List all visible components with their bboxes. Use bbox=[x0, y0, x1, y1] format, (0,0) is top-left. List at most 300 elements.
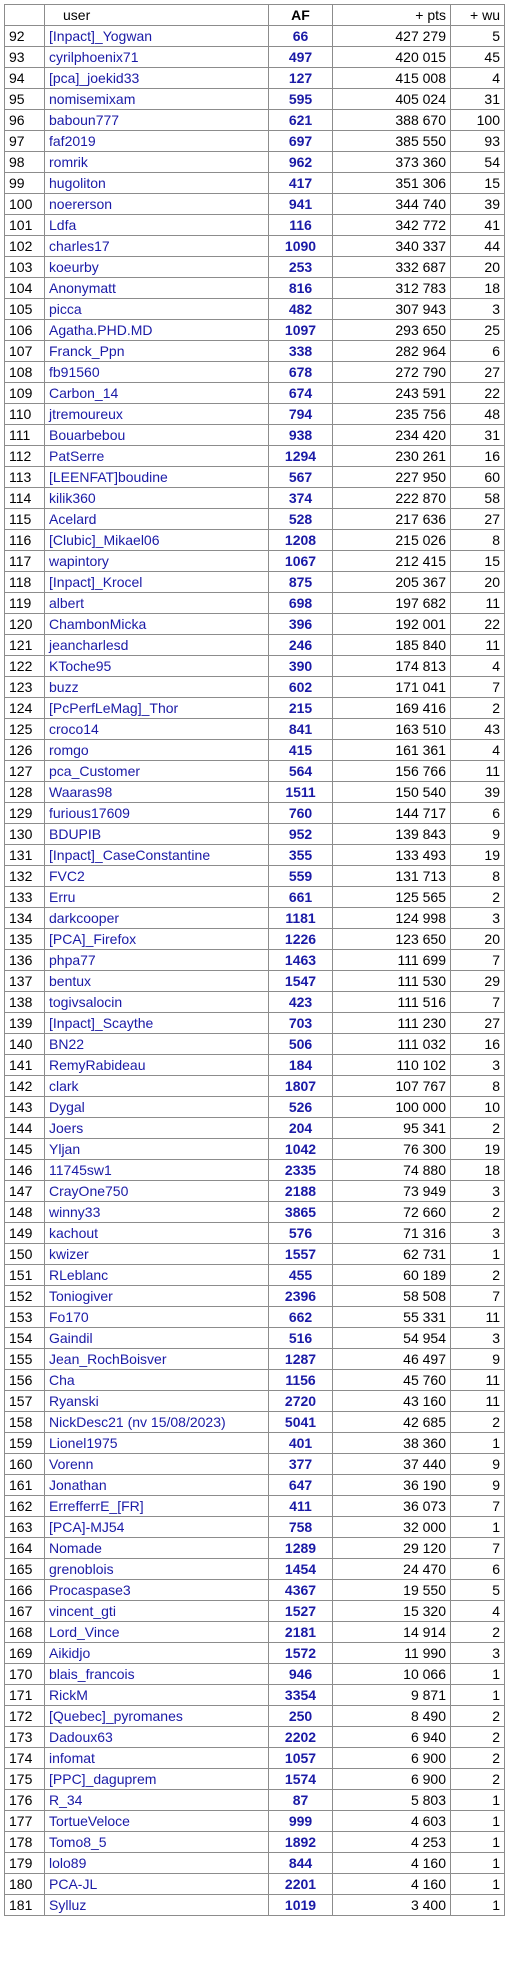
wu-cell: 100 bbox=[451, 110, 505, 131]
af-link[interactable]: 246 bbox=[269, 635, 333, 656]
points-cell: 73 949 bbox=[333, 1181, 451, 1202]
user-link[interactable]: croco14 bbox=[45, 719, 269, 740]
af-link[interactable]: 941 bbox=[269, 194, 333, 215]
wu-cell: 1 bbox=[451, 1811, 505, 1832]
wu-cell: 18 bbox=[451, 278, 505, 299]
wu-cell: 27 bbox=[451, 362, 505, 383]
column-header-pts[interactable]: + pts bbox=[333, 5, 451, 26]
af-link[interactable]: 1574 bbox=[269, 1769, 333, 1790]
wu-cell: 3 bbox=[451, 1223, 505, 1244]
af-link[interactable]: 564 bbox=[269, 761, 333, 782]
user-link[interactable]: Waaras98 bbox=[45, 782, 269, 803]
points-cell: 19 550 bbox=[333, 1580, 451, 1601]
table-row bbox=[5, 89, 505, 110]
af-link[interactable]: 1097 bbox=[269, 320, 333, 341]
rank-cell: 157 bbox=[5, 1391, 45, 1412]
af-link[interactable]: 952 bbox=[269, 824, 333, 845]
user-link[interactable]: Vorenn bbox=[45, 1454, 269, 1475]
table-row bbox=[5, 635, 505, 656]
rank-cell: 108 bbox=[5, 362, 45, 383]
user-link[interactable]: phpa77 bbox=[45, 950, 269, 971]
user-link[interactable]: ErrefferrE_[FR] bbox=[45, 1496, 269, 1517]
user-link[interactable]: [PcPerfLeMag]_Thor bbox=[45, 698, 269, 719]
user-link[interactable]: Tomo8_5 bbox=[45, 1832, 269, 1853]
wu-cell: 31 bbox=[451, 89, 505, 110]
af-link[interactable]: 1294 bbox=[269, 446, 333, 467]
af-link[interactable]: 674 bbox=[269, 383, 333, 404]
table-row bbox=[5, 1433, 505, 1454]
points-cell: 293 650 bbox=[333, 320, 451, 341]
user-link[interactable]: Acelard bbox=[45, 509, 269, 530]
user-link[interactable]: NickDesc21 (nv 15/08/2023) bbox=[45, 1412, 269, 1433]
af-link[interactable]: 697 bbox=[269, 131, 333, 152]
user-link[interactable]: KToche95 bbox=[45, 656, 269, 677]
wu-cell: 1 bbox=[451, 1832, 505, 1853]
points-cell: 192 001 bbox=[333, 614, 451, 635]
user-link[interactable]: Bouarbebou bbox=[45, 425, 269, 446]
user-link[interactable]: albert bbox=[45, 593, 269, 614]
af-link[interactable]: 411 bbox=[269, 1496, 333, 1517]
user-link[interactable]: hugoliton bbox=[45, 173, 269, 194]
rank-cell: 159 bbox=[5, 1433, 45, 1454]
wu-cell: 8 bbox=[451, 530, 505, 551]
points-cell: 307 943 bbox=[333, 299, 451, 320]
af-link[interactable]: 1454 bbox=[269, 1559, 333, 1580]
af-link[interactable]: 2396 bbox=[269, 1286, 333, 1307]
table-row bbox=[5, 1202, 505, 1223]
af-link[interactable]: 396 bbox=[269, 614, 333, 635]
table-row bbox=[5, 257, 505, 278]
rank-cell: 141 bbox=[5, 1055, 45, 1076]
user-link[interactable]: jtremoureux bbox=[45, 404, 269, 425]
wu-cell: 19 bbox=[451, 1139, 505, 1160]
wu-cell: 3 bbox=[451, 1328, 505, 1349]
table-row bbox=[5, 1580, 505, 1601]
af-link[interactable]: 455 bbox=[269, 1265, 333, 1286]
af-link[interactable]: 253 bbox=[269, 257, 333, 278]
user-link[interactable]: grenoblois bbox=[45, 1559, 269, 1580]
table-row bbox=[5, 1475, 505, 1496]
table-row bbox=[5, 1517, 505, 1538]
af-link[interactable]: 1090 bbox=[269, 236, 333, 257]
af-link[interactable]: 528 bbox=[269, 509, 333, 530]
rank-cell: 168 bbox=[5, 1622, 45, 1643]
rank-cell: 131 bbox=[5, 845, 45, 866]
wu-cell: 11 bbox=[451, 635, 505, 656]
table-row bbox=[5, 1664, 505, 1685]
user-link[interactable]: CrayOne750 bbox=[45, 1181, 269, 1202]
rank-cell: 148 bbox=[5, 1202, 45, 1223]
user-link[interactable]: Ldfa bbox=[45, 215, 269, 236]
wu-cell: 7 bbox=[451, 950, 505, 971]
af-link[interactable]: 1226 bbox=[269, 929, 333, 950]
af-link[interactable]: 3865 bbox=[269, 1202, 333, 1223]
rank-cell: 92 bbox=[5, 26, 45, 47]
user-link[interactable]: Erru bbox=[45, 887, 269, 908]
rank-cell: 158 bbox=[5, 1412, 45, 1433]
column-header-wu[interactable]: + wu bbox=[451, 5, 505, 26]
wu-cell: 1 bbox=[451, 1853, 505, 1874]
table-row bbox=[5, 908, 505, 929]
wu-cell: 4 bbox=[451, 1601, 505, 1622]
column-header-af[interactable]: AF bbox=[269, 5, 333, 26]
points-cell: 174 813 bbox=[333, 656, 451, 677]
user-link[interactable]: TortueVeloce bbox=[45, 1811, 269, 1832]
points-cell: 42 685 bbox=[333, 1412, 451, 1433]
af-link[interactable]: 875 bbox=[269, 572, 333, 593]
af-link[interactable]: 1208 bbox=[269, 530, 333, 551]
user-link[interactable]: R_34 bbox=[45, 1790, 269, 1811]
rank-cell: 98 bbox=[5, 152, 45, 173]
af-link[interactable]: 698 bbox=[269, 593, 333, 614]
user-link[interactable]: [Inpact]_Krocel bbox=[45, 572, 269, 593]
user-link[interactable]: vincent_gti bbox=[45, 1601, 269, 1622]
table-row bbox=[5, 1118, 505, 1139]
af-link[interactable]: 576 bbox=[269, 1223, 333, 1244]
af-link[interactable]: 1019 bbox=[269, 1895, 333, 1916]
rank-cell: 170 bbox=[5, 1664, 45, 1685]
user-link[interactable]: PatSerre bbox=[45, 446, 269, 467]
af-link[interactable]: 1287 bbox=[269, 1349, 333, 1370]
af-link[interactable]: 401 bbox=[269, 1433, 333, 1454]
user-link[interactable]: wapintory bbox=[45, 551, 269, 572]
user-link[interactable]: romrik bbox=[45, 152, 269, 173]
user-link[interactable]: clark bbox=[45, 1076, 269, 1097]
af-link[interactable]: 1527 bbox=[269, 1601, 333, 1622]
user-link[interactable]: winny33 bbox=[45, 1202, 269, 1223]
table-row bbox=[5, 845, 505, 866]
user-link[interactable] bbox=[45, 26, 269, 47]
column-header-user[interactable]: user bbox=[45, 5, 269, 26]
user-link[interactable]: Procaspase3 bbox=[45, 1580, 269, 1601]
user-link[interactable]: Lord_Vince bbox=[45, 1622, 269, 1643]
wu-cell: 6 bbox=[451, 341, 505, 362]
af-link[interactable]: 1557 bbox=[269, 1244, 333, 1265]
points-cell: 36 190 bbox=[333, 1475, 451, 1496]
rank-cell: 146 bbox=[5, 1160, 45, 1181]
user-link[interactable]: Joers bbox=[45, 1118, 269, 1139]
af-link[interactable]: 1892 bbox=[269, 1832, 333, 1853]
af-link[interactable]: 374 bbox=[269, 488, 333, 509]
af-link[interactable]: 3354 bbox=[269, 1685, 333, 1706]
user-link[interactable]: charles17 bbox=[45, 236, 269, 257]
table-row bbox=[5, 1412, 505, 1433]
af-link[interactable]: 482 bbox=[269, 299, 333, 320]
user-link[interactable]: Carbon_14 bbox=[45, 383, 269, 404]
user-link[interactable]: Ryanski bbox=[45, 1391, 269, 1412]
af-link[interactable]: 338 bbox=[269, 341, 333, 362]
user-link[interactable]: 11745sw1 bbox=[45, 1160, 269, 1181]
af-link[interactable]: 1057 bbox=[269, 1748, 333, 1769]
af-link[interactable]: 1807 bbox=[269, 1076, 333, 1097]
points-cell: 125 565 bbox=[333, 887, 451, 908]
user-link[interactable]: RLeblanc bbox=[45, 1265, 269, 1286]
wu-cell: 7 bbox=[451, 677, 505, 698]
af-link[interactable]: 526 bbox=[269, 1097, 333, 1118]
user-link[interactable]: Gaindil bbox=[45, 1328, 269, 1349]
wu-cell: 3 bbox=[451, 1181, 505, 1202]
rank-cell: 175 bbox=[5, 1769, 45, 1790]
user-link[interactable]: Cha bbox=[45, 1370, 269, 1391]
user-link[interactable]: Aikidjo bbox=[45, 1643, 269, 1664]
user-link[interactable]: [Clubic]_Mikael06 bbox=[45, 530, 269, 551]
points-cell: 110 102 bbox=[333, 1055, 451, 1076]
points-cell: 227 950 bbox=[333, 467, 451, 488]
rank-cell: 171 bbox=[5, 1685, 45, 1706]
af-link[interactable]: 250 bbox=[269, 1706, 333, 1727]
rank-cell: 101 bbox=[5, 215, 45, 236]
user-link[interactable]: Jean_RochBoisver bbox=[45, 1349, 269, 1370]
wu-cell: 1 bbox=[451, 1433, 505, 1454]
rank-cell: 137 bbox=[5, 971, 45, 992]
wu-cell: 18 bbox=[451, 1160, 505, 1181]
points-cell: 332 687 bbox=[333, 257, 451, 278]
user-link[interactable]: fb91560 bbox=[45, 362, 269, 383]
wu-cell: 7 bbox=[451, 1496, 505, 1517]
user-link[interactable]: Franck_Ppn bbox=[45, 341, 269, 362]
af-link[interactable]: 506 bbox=[269, 1034, 333, 1055]
af-link[interactable]: 1042 bbox=[269, 1139, 333, 1160]
af-link[interactable]: 567 bbox=[269, 467, 333, 488]
af-link[interactable]: 2335 bbox=[269, 1160, 333, 1181]
user-link[interactable]: togivsalocin bbox=[45, 992, 269, 1013]
af-link[interactable]: 946 bbox=[269, 1664, 333, 1685]
rank-cell: 165 bbox=[5, 1559, 45, 1580]
user-link[interactable]: nomisemixam bbox=[45, 89, 269, 110]
af-link[interactable]: 703 bbox=[269, 1013, 333, 1034]
table-row bbox=[5, 1139, 505, 1160]
table-row bbox=[5, 1601, 505, 1622]
user-link[interactable]: furious17609 bbox=[45, 803, 269, 824]
user-link[interactable]: Dygal bbox=[45, 1097, 269, 1118]
rank-cell: 117 bbox=[5, 551, 45, 572]
af-link[interactable]: 87 bbox=[269, 1790, 333, 1811]
user-link[interactable]: noererson bbox=[45, 194, 269, 215]
user-link[interactable]: Dadoux63 bbox=[45, 1727, 269, 1748]
af-link[interactable]: 423 bbox=[269, 992, 333, 1013]
af-link[interactable]: 2188 bbox=[269, 1181, 333, 1202]
table-row bbox=[5, 362, 505, 383]
af-link[interactable]: 377 bbox=[269, 1454, 333, 1475]
af-link[interactable]: 2720 bbox=[269, 1391, 333, 1412]
user-link[interactable]: [Inpact]_CaseConstantine bbox=[45, 845, 269, 866]
wu-cell: 39 bbox=[451, 194, 505, 215]
wu-cell: 11 bbox=[451, 1370, 505, 1391]
af-link[interactable]: 2181 bbox=[269, 1622, 333, 1643]
wu-cell: 25 bbox=[451, 320, 505, 341]
af-link[interactable]: 647 bbox=[269, 1475, 333, 1496]
af-link[interactable]: 595 bbox=[269, 89, 333, 110]
table-row bbox=[5, 488, 505, 509]
user-link[interactable]: lolo89 bbox=[45, 1853, 269, 1874]
af-link[interactable]: 1572 bbox=[269, 1643, 333, 1664]
user-link[interactable]: Anonymatt bbox=[45, 278, 269, 299]
user-link[interactable]: faf2019 bbox=[45, 131, 269, 152]
af-link[interactable]: 794 bbox=[269, 404, 333, 425]
af-link[interactable]: 204 bbox=[269, 1118, 333, 1139]
user-link[interactable]: [PCA]-MJ54 bbox=[45, 1517, 269, 1538]
af-link[interactable]: 497 bbox=[269, 47, 333, 68]
rank-cell: 156 bbox=[5, 1370, 45, 1391]
table-row bbox=[5, 1097, 505, 1118]
rank-cell: 163 bbox=[5, 1517, 45, 1538]
wu-cell: 15 bbox=[451, 551, 505, 572]
user-link[interactable]: Fo170 bbox=[45, 1307, 269, 1328]
af-link[interactable]: 1511 bbox=[269, 782, 333, 803]
af-link[interactable]: 1289 bbox=[269, 1538, 333, 1559]
points-cell: 95 341 bbox=[333, 1118, 451, 1139]
user-link[interactable]: RemyRabideau bbox=[45, 1055, 269, 1076]
points-cell: 405 024 bbox=[333, 89, 451, 110]
points-cell: 373 360 bbox=[333, 152, 451, 173]
af-link[interactable]: 355 bbox=[269, 845, 333, 866]
points-cell: 11 990 bbox=[333, 1643, 451, 1664]
af-link[interactable]: 390 bbox=[269, 656, 333, 677]
af-link[interactable]: 844 bbox=[269, 1853, 333, 1874]
rank-cell: 99 bbox=[5, 173, 45, 194]
user-link[interactable]: baboun777 bbox=[45, 110, 269, 131]
af-link[interactable]: 602 bbox=[269, 677, 333, 698]
user-link[interactable]: [PCA]_Firefox bbox=[45, 929, 269, 950]
rank-cell: 110 bbox=[5, 404, 45, 425]
wu-cell: 6 bbox=[451, 803, 505, 824]
user-link[interactable]: darkcooper bbox=[45, 908, 269, 929]
af-link[interactable]: 1067 bbox=[269, 551, 333, 572]
user-link[interactable]: bentux bbox=[45, 971, 269, 992]
af-link[interactable]: 2201 bbox=[269, 1874, 333, 1895]
table-row bbox=[5, 194, 505, 215]
user-link[interactable]: cyrilphoenix71 bbox=[45, 47, 269, 68]
table-row bbox=[5, 530, 505, 551]
rank-cell: 124 bbox=[5, 698, 45, 719]
af-link[interactable]: 116 bbox=[269, 215, 333, 236]
user-link[interactable]: kwizer bbox=[45, 1244, 269, 1265]
af-link[interactable]: 559 bbox=[269, 866, 333, 887]
user-link[interactable]: Agatha.PHD.MD bbox=[45, 320, 269, 341]
user-link[interactable]: blais_francois bbox=[45, 1664, 269, 1685]
af-link[interactable]: 938 bbox=[269, 425, 333, 446]
af-link[interactable]: 4367 bbox=[269, 1580, 333, 1601]
user-link[interactable]: PCA-JL bbox=[45, 1874, 269, 1895]
af-link[interactable]: 2202 bbox=[269, 1727, 333, 1748]
user-link[interactable]: [PPC]_daguprem bbox=[45, 1769, 269, 1790]
points-cell: 72 660 bbox=[333, 1202, 451, 1223]
af-link[interactable]: 661 bbox=[269, 887, 333, 908]
af-link[interactable]: 184 bbox=[269, 1055, 333, 1076]
table-row bbox=[5, 1874, 505, 1895]
user-link[interactable]: [Inpact]_Scaythe bbox=[45, 1013, 269, 1034]
points-cell: 6 900 bbox=[333, 1748, 451, 1769]
af-link[interactable]: 415 bbox=[269, 740, 333, 761]
table-row bbox=[5, 68, 505, 89]
af-link[interactable]: 841 bbox=[269, 719, 333, 740]
user-link[interactable]: romgo bbox=[45, 740, 269, 761]
rank-cell: 180 bbox=[5, 1874, 45, 1895]
user-link[interactable]: kachout bbox=[45, 1223, 269, 1244]
rank-cell: 126 bbox=[5, 740, 45, 761]
user-link[interactable]: [LEENFAT]boudine bbox=[45, 467, 269, 488]
user-link[interactable]: koeurby bbox=[45, 257, 269, 278]
user-link[interactable]: BN22 bbox=[45, 1034, 269, 1055]
rank-cell: 118 bbox=[5, 572, 45, 593]
table-row bbox=[5, 971, 505, 992]
first-row bbox=[5, 26, 505, 47]
user-link[interactable]: Toniogiver bbox=[45, 1286, 269, 1307]
af-link[interactable]: 516 bbox=[269, 1328, 333, 1349]
user-link[interactable]: BDUPIB bbox=[45, 824, 269, 845]
user-link[interactable]: RickM bbox=[45, 1685, 269, 1706]
points-cell: 76 300 bbox=[333, 1139, 451, 1160]
user-link[interactable]: kilik360 bbox=[45, 488, 269, 509]
wu-cell: 11 bbox=[451, 593, 505, 614]
af-link[interactable]: 816 bbox=[269, 278, 333, 299]
wu-cell: 22 bbox=[451, 383, 505, 404]
af-link[interactable]: 1156 bbox=[269, 1370, 333, 1391]
table-row bbox=[5, 803, 505, 824]
user-link[interactable]: Sylluz bbox=[45, 1895, 269, 1916]
af-link[interactable]: 678 bbox=[269, 362, 333, 383]
rank-cell: 140 bbox=[5, 1034, 45, 1055]
points-cell: 24 470 bbox=[333, 1559, 451, 1580]
rank-cell: 172 bbox=[5, 1706, 45, 1727]
table-row bbox=[5, 383, 505, 404]
af-link[interactable]: 962 bbox=[269, 152, 333, 173]
af-link[interactable]: 1547 bbox=[269, 971, 333, 992]
user-link[interactable]: [Quebec]_pyromanes bbox=[45, 1706, 269, 1727]
af-link[interactable]: 760 bbox=[269, 803, 333, 824]
user-link[interactable]: infomat bbox=[45, 1748, 269, 1769]
af-link[interactable]: 758 bbox=[269, 1517, 333, 1538]
user-link[interactable]: Jonathan bbox=[45, 1475, 269, 1496]
header-row bbox=[5, 5, 505, 26]
user-link[interactable]: Nomade bbox=[45, 1538, 269, 1559]
table-row bbox=[5, 782, 505, 803]
af-link[interactable]: 66 bbox=[269, 26, 333, 47]
af-link[interactable]: 662 bbox=[269, 1307, 333, 1328]
af-link[interactable]: 1463 bbox=[269, 950, 333, 971]
af-link[interactable]: 621 bbox=[269, 110, 333, 131]
rank-cell: 176 bbox=[5, 1790, 45, 1811]
af-link[interactable]: 999 bbox=[269, 1811, 333, 1832]
user-link[interactable]: Yljan bbox=[45, 1139, 269, 1160]
user-link[interactable]: picca bbox=[45, 299, 269, 320]
wu-cell: 39 bbox=[451, 782, 505, 803]
table-row bbox=[5, 551, 505, 572]
af-link[interactable]: 5041 bbox=[269, 1412, 333, 1433]
points-cell: 4 253 bbox=[333, 1832, 451, 1853]
user-link[interactable]: Lionel1975 bbox=[45, 1433, 269, 1454]
af-link[interactable]: 1181 bbox=[269, 908, 333, 929]
af-link[interactable]: 127 bbox=[269, 68, 333, 89]
wu-cell: 3 bbox=[451, 908, 505, 929]
user-link[interactable]: FVC2 bbox=[45, 866, 269, 887]
wu-cell: 16 bbox=[451, 1034, 505, 1055]
user-link[interactable]: jeancharlesd bbox=[45, 635, 269, 656]
wu-cell: 20 bbox=[451, 572, 505, 593]
user-link[interactable]: ChambonMicka bbox=[45, 614, 269, 635]
user-link[interactable]: pca_Customer bbox=[45, 761, 269, 782]
table-row bbox=[5, 929, 505, 950]
wu-cell: 27 bbox=[451, 509, 505, 530]
af-link[interactable]: 417 bbox=[269, 173, 333, 194]
rank-cell: 121 bbox=[5, 635, 45, 656]
user-link[interactable]: buzz bbox=[45, 677, 269, 698]
points-cell: 124 998 bbox=[333, 908, 451, 929]
rank-cell: 169 bbox=[5, 1643, 45, 1664]
af-link[interactable]: 215 bbox=[269, 698, 333, 719]
user-link[interactable]: [pca]_joekid33 bbox=[45, 68, 269, 89]
wu-cell: 5 bbox=[451, 26, 505, 47]
